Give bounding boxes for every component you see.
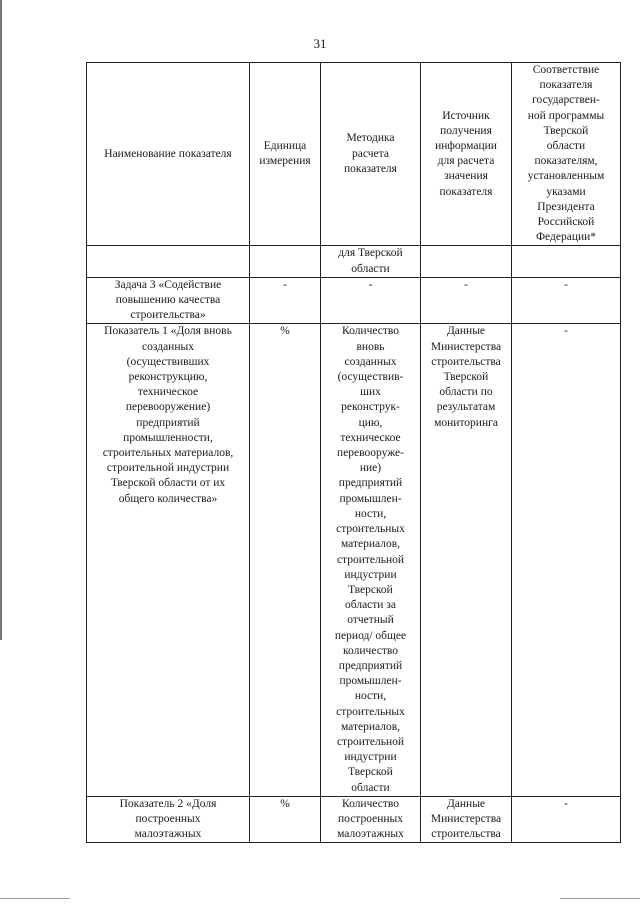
cell-source: - — [421, 277, 512, 324]
header-unit: Единица измерения — [250, 63, 321, 246]
table-row — [87, 277, 621, 324]
scan-edge-mark — [0, 0, 2, 640]
header-indicator-name: Наименование показателя — [87, 63, 250, 246]
header-compliance: Соответствие показателя государствен- ной программы Тверской области показателям, установленным указами Президента Российской Федерации* — [512, 63, 621, 246]
cell-source: Данные Министерства строительства Тверской области по результатам мониторинга — [421, 324, 512, 796]
cell-unit — [250, 246, 321, 277]
cell-method: Количество вновь созданных (осуществив- ших реконструк- цию, техническое перевооруже- ние) предприятий промышлен- ности, строительных материалов, строительной индустрии Тверской области за отчетный период/ общее количество предприятий промышлен- ности, строительных материалов, строительной индустрии Тверской области — [321, 324, 421, 796]
table-row — [87, 246, 621, 277]
header-source: Источник получения информации для расчета значения показателя — [421, 63, 512, 246]
cell-name — [87, 246, 250, 277]
cell-source — [421, 246, 512, 277]
cell-unit: % — [250, 324, 321, 796]
footer-rule-right — [560, 898, 640, 899]
page-number: 31 — [313, 36, 327, 51]
header-method: Методика расчета показателя — [321, 63, 421, 246]
cell-compliance: - — [512, 324, 621, 796]
cell-method: - — [321, 277, 421, 324]
cell-name: Показатель 2 «Доля построенных малоэтажных — [87, 796, 250, 843]
cell-method: для Тверской области — [321, 246, 421, 277]
cell-name: Задача 3 «Содействие повышению качества строительства» — [87, 277, 250, 324]
cell-compliance: - — [512, 796, 621, 843]
cell-name: Показатель 1 «Доля вновь созданных (осуществивших реконструкцию, техническое перевооружение) предприятий промышленности, строительных материалов, строительной индустрии Тверской области от их общего количества» — [87, 324, 250, 796]
cell-unit: % — [250, 796, 321, 843]
table-row — [87, 324, 621, 796]
indicators-table — [86, 62, 621, 843]
table-row — [87, 796, 621, 843]
cell-unit: - — [250, 277, 321, 324]
cell-source: Данные Министерства строительства — [421, 796, 512, 843]
cell-compliance — [512, 246, 621, 277]
cell-compliance: - — [512, 277, 621, 324]
footer-rule-left — [0, 898, 70, 899]
cell-method: Количество построенных малоэтажных — [321, 796, 421, 843]
table-header-row — [87, 63, 621, 246]
